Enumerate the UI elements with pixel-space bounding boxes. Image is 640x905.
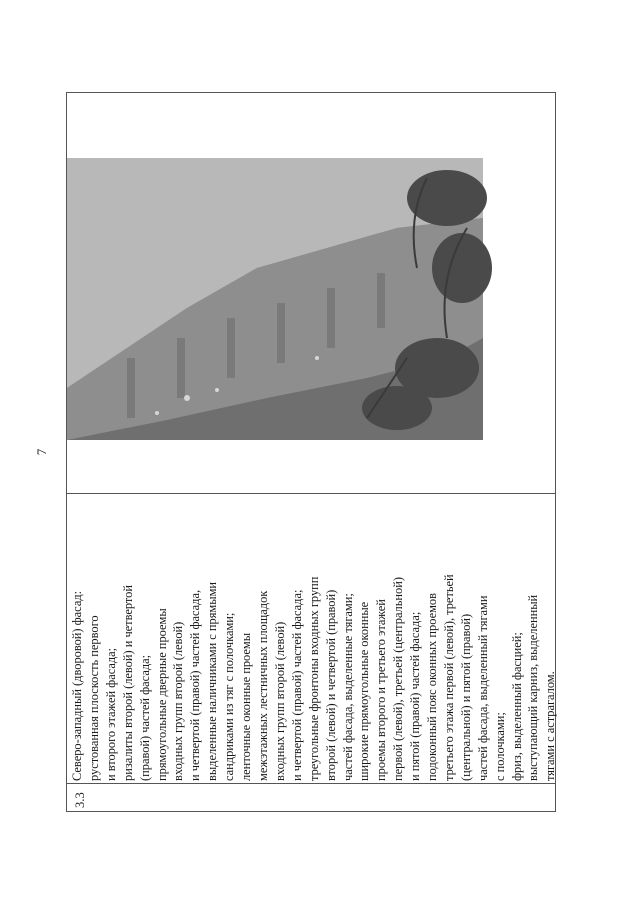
description-line: (правой) частей фасада; — [137, 654, 152, 781]
description-line: частей фасада, выделенные тягами; — [340, 593, 355, 781]
description-line: фриз, выделенный фасцией; — [509, 632, 524, 781]
facade-photo-svg — [67, 158, 483, 440]
description-line: треугольные фронтоны входных групп — [306, 576, 321, 781]
page-number — [34, 444, 50, 460]
description-cell — [67, 494, 558, 783]
description-line: и четвертой (правой) частей фасада; — [289, 589, 304, 781]
description-text-block — [69, 497, 559, 781]
description-line: ленточные оконные проемы — [239, 632, 254, 781]
description-line: первой (левой), третьей (центральной) — [391, 577, 406, 781]
facade-photo — [67, 158, 483, 440]
row-number-cell — [67, 784, 555, 811]
description-line: выступающий карниз, выделенный — [526, 594, 541, 781]
description-title: Северо-западный (дворовой) фасад: — [70, 590, 84, 781]
description-line: тягами с астрагалом. — [543, 671, 558, 781]
description-line: ризалиты второй (левой) и четвертой — [120, 585, 135, 781]
description-line: широкие прямоугольные оконные — [357, 601, 372, 781]
description-line: входных групп второй (левой) — [171, 621, 186, 781]
table — [66, 92, 556, 812]
description-line: второй (левой) и четвертой (правой) — [323, 589, 338, 781]
description-line: (центральной) и пятой (правой) — [458, 613, 473, 781]
description-line: межэтажных лестничных площадок — [255, 590, 270, 781]
description-line: частей фасада, выделенный тягами — [475, 595, 490, 781]
description-line: третьего этажа первой (левой), третьей — [441, 574, 456, 781]
description-line: входных групп второй (левой) — [272, 621, 287, 781]
description-line: подоконный пояс оконных проемов — [425, 593, 440, 781]
row-number: 3.3 — [73, 792, 87, 808]
description-line: прямоугольные дверные проемы — [154, 608, 169, 781]
description-line: с полочками; — [492, 712, 507, 781]
description-line: и четвертой (правой) частей фасада, — [188, 589, 203, 781]
description-line: проемы второго и третьего этажей — [374, 599, 389, 781]
description-line: выделенные наличниками с прямыми — [205, 581, 220, 781]
description-line: и пятой (правой) частей фасада; — [408, 611, 423, 781]
page-number-text: 7 — [34, 448, 49, 456]
description-line: сандриками из тяг с полочками; — [222, 612, 237, 781]
description-line: рустованная плоскость первого — [86, 615, 101, 781]
description-line: и второго этажей фасада; — [103, 647, 118, 781]
